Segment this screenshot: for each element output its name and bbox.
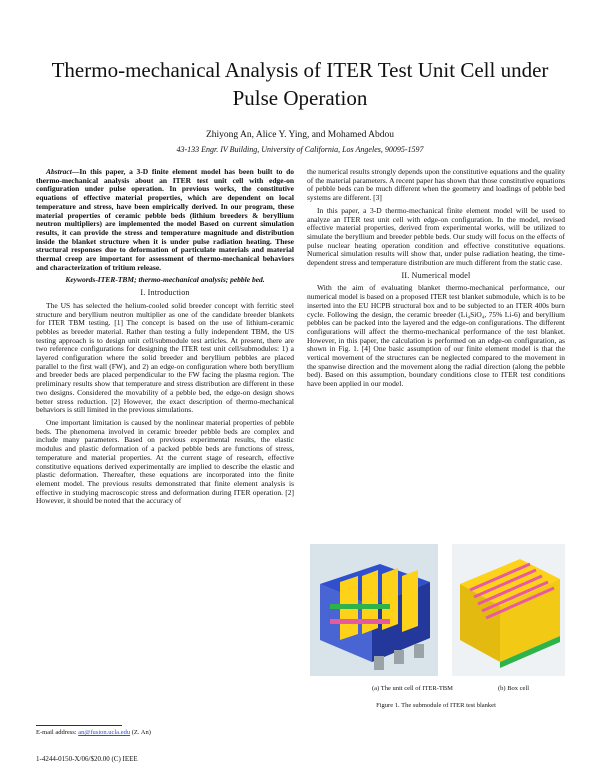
footnote-label: E-mail address: bbox=[36, 729, 79, 736]
footnote-suffix: (Z. An) bbox=[130, 729, 151, 736]
authors: Zhiyong An, Alice Y. Ying, and Mohamed Abdou bbox=[205, 130, 395, 140]
right-column bbox=[307, 168, 565, 393]
section-heading-numerical-model: II. Numerical model bbox=[401, 270, 471, 280]
affiliation: 43-133 Engr. IV Building, University of California, Los Angeles, 90095-1597 bbox=[176, 145, 424, 154]
section-heading-introduction: I. Introduction bbox=[140, 288, 190, 298]
figure-1-images bbox=[310, 544, 565, 676]
left-column bbox=[36, 168, 294, 510]
intro-paragraph-2: One important limitation is caused by the nonlinear material properties of pebble beds. The phenomena involved in ceramic breeder pebble beds are complex and include many parameters. Based on previous experimental results, the elastic modulus and plastic deformation of a packed pebble beds are functions of stress, temperature and material properties. At the current stage of research, effective constitutive equations derived experimentally are implied to describe the elastic and plastic deformation. Thereafter, these equations are incorporated into the finite element model. The previous results demonstrated that finite element analysis is effective in studying macroscopic stress and deformation during ITER operation. [2] However, it should be noted that the accuracy of bbox=[36, 417, 294, 506]
unit-cell-illustration bbox=[310, 544, 438, 676]
figure-caption-a: (a) The unit cell of ITER-TBM bbox=[372, 685, 453, 692]
right-paragraph-1: the numerical results strongly depends upon the constitutive equations and the quality of the material parameters. A recent paper has shown that those constitutive equations of pebble beds can be much different when the geometry and loadings of pebble bed systems are different. [3] bbox=[307, 167, 565, 203]
figure-caption-b: (b) Box cell bbox=[498, 685, 530, 692]
abstract bbox=[36, 168, 294, 272]
intro-paragraph-1: The US has selected the helium-cooled solid breeder concept with ferritic steel structure and beryllium neutron multiplier as one of the candidate breeder blankets for ITER TBM testing. [1] The concept is based on the use of lithium-ceramic pebbles as breeder material. Rather than testing a fully independent TBM, the US testing approach is to design unit cell/submodule test articles. At present, there are two reference configurations for designing the ITER test unit cell/submodules: 1) a layered configuration where the solid breeder and beryllium pebbles are placed parallel to the first wall (FW), and 2) an edge-on configuration where both beryllium and breeder beds are placed perpendicular to the FW facing the plasma region. The preliminary results show that temperature and stress distribution are different in these two designs. Considered the movability of a pebble bed, the edge-on design shows better stress reduction. [2] However, the exact description of thermo-mechanical behaviors is still limited in the previous simulations. bbox=[36, 300, 294, 415]
box-cell-illustration bbox=[452, 544, 565, 676]
right-paragraph-2: In this paper, a 3-D thermo-mechanical finite element model will be used to analyze an ITER test unit cell with edge-on configuration. In the model, revised effective material properties, derived from experimental works, will be utilized to simulate the beryllium and breeder pebble beds. Our study will focus on the effects of pulse nuclear heating operation condition and effective constitutive equations. Numerical simulation results will show that, under pulse radiation heating, the time-dependent stress and temperature distribution are much different from the static case. bbox=[307, 205, 565, 268]
email-link[interactable]: an@fusion.ucla.edu bbox=[78, 729, 131, 736]
abstract-text: In this paper, a 3-D finite element model has been built to do thermo-mechanical analysis about an ITER test unit cell with edge-on configuration under pulse operation. In previous works, the constitutive equations of effective material properties, which are dependent on local temperature and stress, have been empirically derived. In our program, these material properties of ceramic pebble beds (lithium breeders & beryllium neutron multipliers) are implemented the model Based on current simulation results, it can provide the stress and temperature magnitude and distribution inside the blanket structure when it is under pulse radiation heating. These structural responses due to deformation of particulate materials and material thermal creep are important for assessment of thermo-mechanical behaviors and characterization of tritium release. bbox=[36, 167, 294, 272]
figure-caption: Figure 1. The submodule of ITER test blanket bbox=[376, 702, 496, 709]
footnote-rule bbox=[36, 725, 122, 726]
footnote bbox=[36, 729, 151, 736]
model-paragraph-1: With the aim of evaluating blanket thermo-mechanical performance, our numerical model is based on a proposed ITER test blanket submodule, which is to be inserted into the EU HCPB structural box and to be subjected to an ITER 400s burn cycle. Following the design, the ceramic breeder (Li₄SiO₄, 75% Li-6) and beryllium pebbles can be packed into the layered and the edge-on configurations. The different configurations will affect the thermo-mechanical performance of the test blanket. However, in this paper, the calculation is performed on an edge-on configuration, as shown in Fig. 1. [4] One basic assumption of our finite element model is that the vertical movement of the structures can be neglected compared to the movement in the spanwise direction and the movement along the radial direction (along the pebble bed). Based on this assumption, boundary conditions close to ITER test conditions have been applied in our model. bbox=[307, 283, 565, 389]
abstract-label: Abstract— bbox=[46, 167, 80, 176]
paper-title: Thermo-mechanical Analysis of ITER Test Unit Cell under Pulse Operation bbox=[51, 58, 549, 110]
copyright-id: 1-4244-0150-X/06/$20.00 (C) IEEE bbox=[36, 755, 138, 763]
keywords: Keywords-ITER-TBM; thermo-mechanical analysis; pebble bed. bbox=[65, 275, 265, 285]
